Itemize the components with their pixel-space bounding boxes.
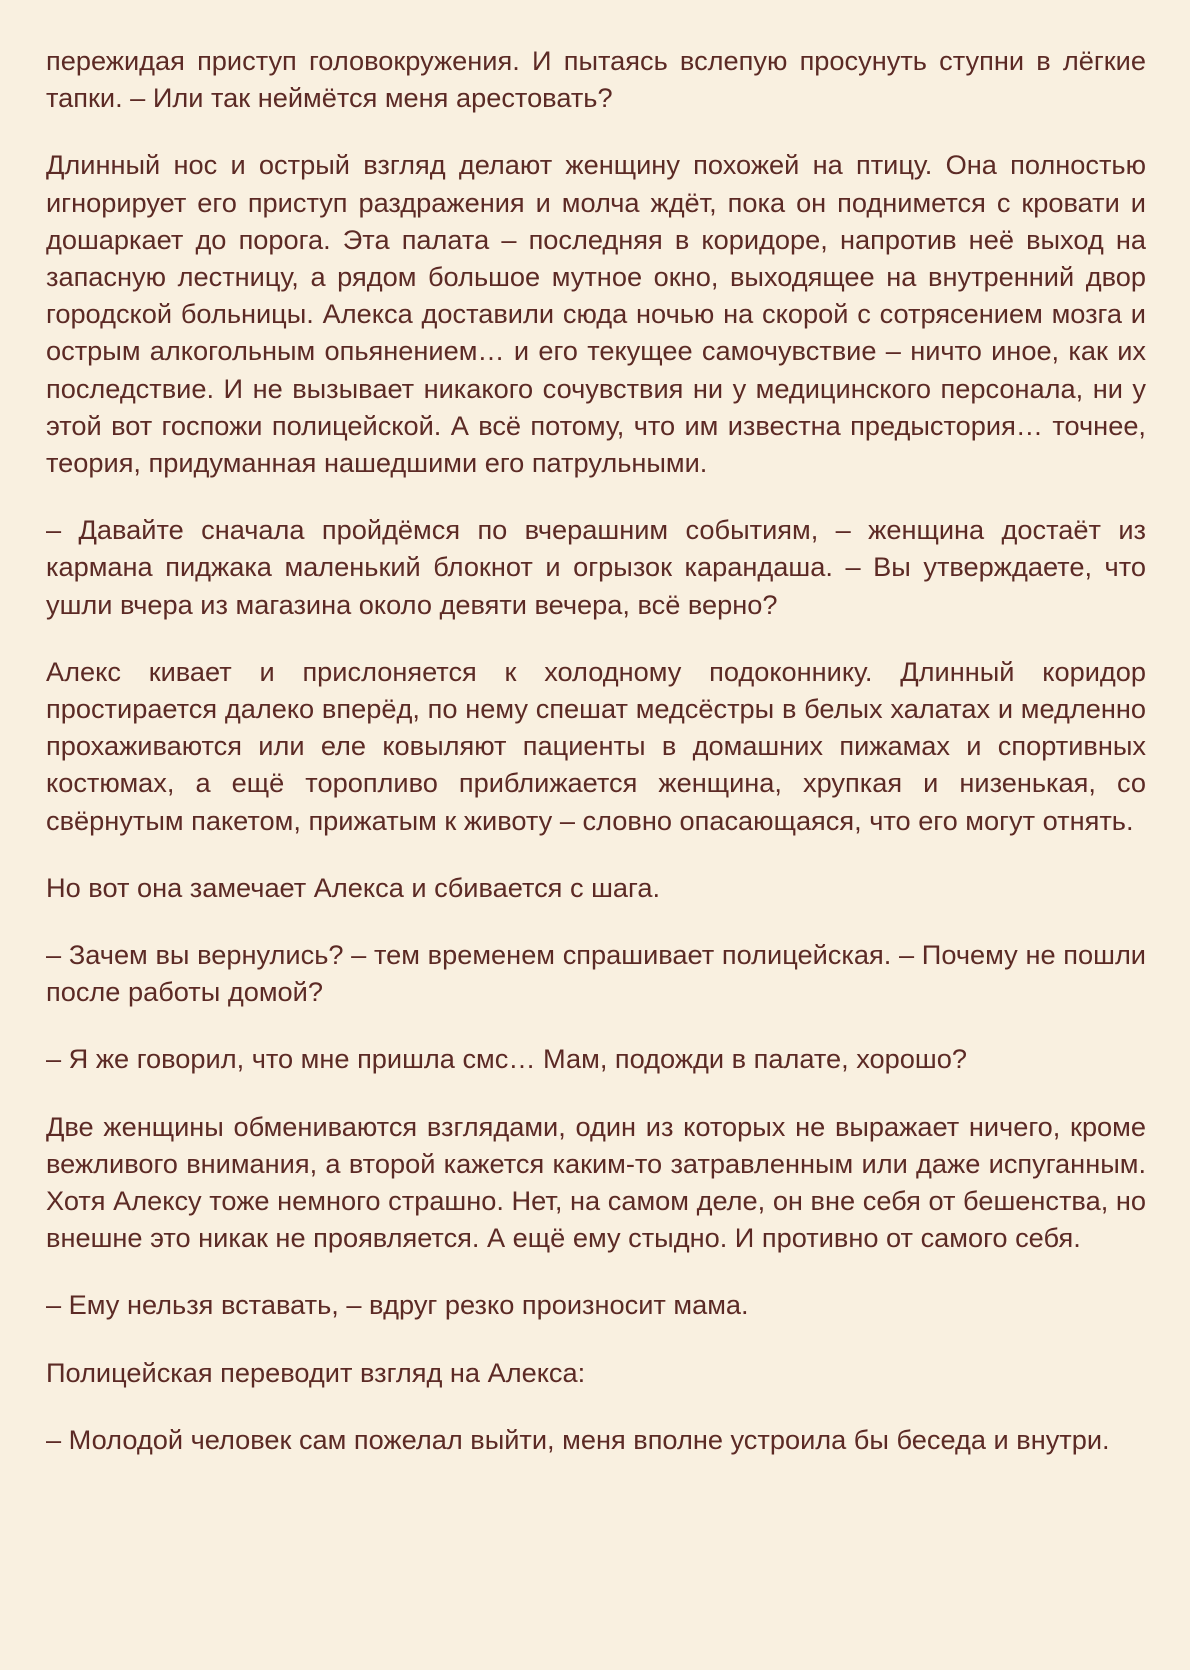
book-page bbox=[46, 42, 1146, 1458]
paragraph-2: Длинный нос и острый взгляд делают женщину похожей на птицу. Она полностью игнорирует его приступ раздражения и молча ждёт, пока он поднимется с кровати и дошаркает до порога. Эта палата – последняя в коридоре, напротив неё выход на запасную лестницу, а рядом большое мутное окно, выходящее на внутренний двор городской больницы. Алекса доставили сюда ночью на скорой с сотрясением мозга и острым алкогольным опьянением… и его текущее самочувствие – ничто иное, как их последствие. И не вызывает никакого сочувствия ни у медицинского персонала, ни у этой вот госпожи полицейской. А всё потому, что им известна предыстория… точнее, теория, придуманная нашедшими его патрульными. bbox=[46, 149, 1146, 479]
paragraph-6: – Зачем вы вернулись? – тем временем спрашивает полицейская. – Почему не пошли после работы домой? bbox=[46, 939, 1146, 1008]
paragraph-11: – Молодой человек сам пожелал выйти, меня вполне устроила бы беседа и внутри. bbox=[46, 1423, 1110, 1455]
paragraph-10: Полицейская переводит взгляд на Алекса: bbox=[46, 1356, 586, 1388]
paragraph-3: – Давайте сначала пройдёмся по вчерашним событиям, – женщина достаёт из кармана пиджака маленький блокнот и огрызок карандаша. – Вы утверждаете, что ушли вчера из магазина около девяти вечера, всё верно? bbox=[46, 514, 1146, 620]
paragraph-7: – Я же говорил, что мне пришла смс… Мам, подожди в палате, хорошо? bbox=[46, 1043, 967, 1075]
paragraph-9: – Ему нельзя вставать, – вдруг резко произносит мама. bbox=[46, 1289, 749, 1321]
paragraph-8: Две женщины обмениваются взглядами, один из которых не выражает ничего, кроме вежливого внимания, а второй кажется каким-то затравленным или даже испуганным. Хотя Алексу тоже немного страшно. Нет, на самом деле, он вне себя от бешенства, но внешне это никак не проявляется. А ещё ему стыдно. И противно от самого себя. bbox=[46, 1110, 1146, 1254]
paragraph-1: пережидая приступ головокружения. И пытаясь вслепую просунуть ступни в лёгкие тапки. – Или так неймётся меня арестовать? bbox=[46, 45, 1146, 114]
paragraph-4: Алекс кивает и прислоняется к холодному подоконнику. Длинный коридор простирается далеко вперёд, по нему спешат медсёстры в белых халатах и медленно прохаживаются или еле ковыляют пациенты в домашних пижамах и спортивных костюмах, а ещё торопливо приближается женщина, хрупкая и низенькая, со свёрнутым пакетом, прижатым к животу – словно опасающаяся, что его могут отнять. bbox=[46, 655, 1146, 836]
paragraph-5: Но вот она замечает Алекса и сбивается с шага. bbox=[46, 871, 661, 903]
